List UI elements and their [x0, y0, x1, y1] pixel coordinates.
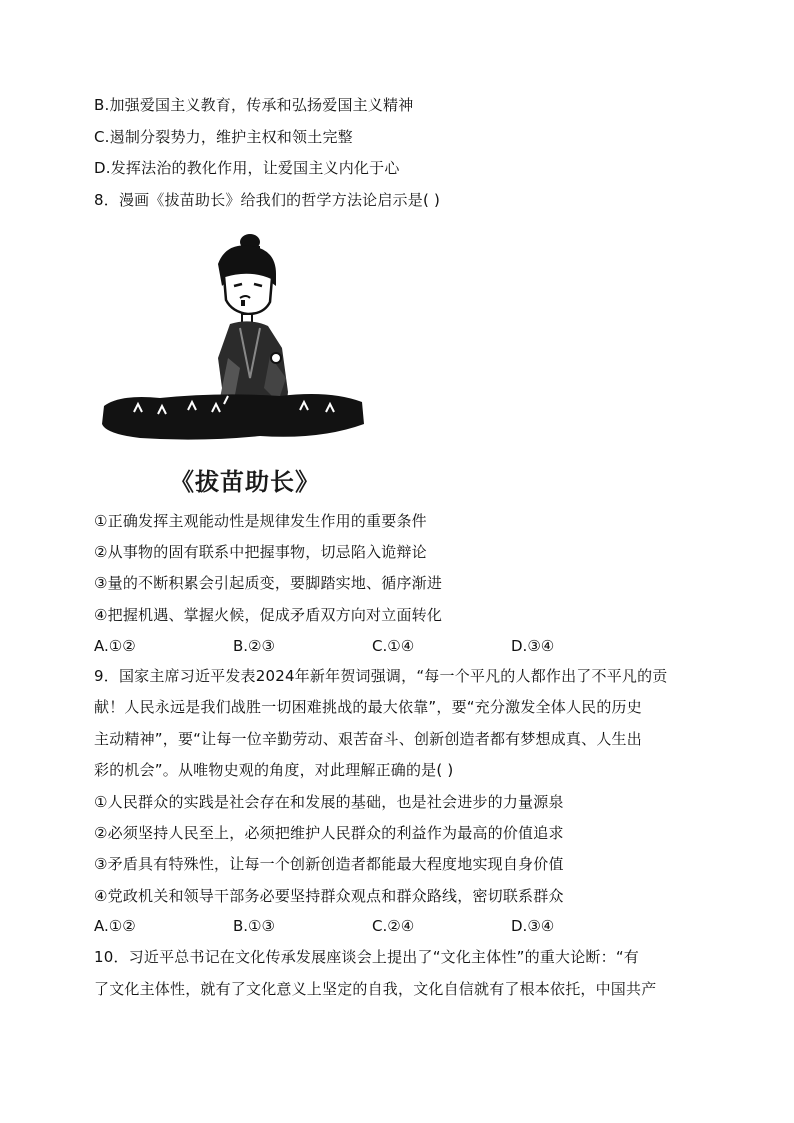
q9-option-a[interactable]: A.①②	[94, 917, 136, 935]
q9-statement-2: ②必须坚持人民至上，必须把维护人民群众的利益作为最高的价值追求	[94, 824, 564, 842]
q8-statement-2: ②从事物的固有联系中把握事物，切忌陷入诡辩论	[94, 543, 427, 561]
q8-option-c[interactable]: C.①④	[372, 637, 415, 655]
q9-statement-3: ③矛盾具有特殊性，让每一个创新创造者都能最大程度地实现自身价值	[94, 855, 564, 873]
q8-statement-3: ③量的不断积累会引起质变，要脚踏实地、循序渐进	[94, 574, 443, 592]
q8-statement-1: ①正确发挥主观能动性是规律发生作用的重要条件	[94, 512, 427, 530]
q8-statement-4: ④把握机遇、掌握火候，促成矛盾双方向对立面转化	[94, 606, 443, 624]
q9-stem-line-2: 献！人民永远是我们战胜一切困难挑战的最大依靠”，要“充分激发全体人民的历史	[94, 698, 642, 716]
q10-stem-line-1: 10．习近平总书记在文化传承发展座谈会上提出了“文化主体性”的重大论断：“有	[94, 948, 640, 966]
cartoon-illustration	[100, 228, 370, 498]
prev-option-d: D.发挥法治的教化作用，让爱国主义内化于心	[94, 159, 400, 177]
q9-stem-line-1: 9．国家主席习近平发表2024年新年贺词强调，“每一个平凡的人都作出了不平凡的贡	[94, 667, 668, 685]
q9-stem-line-4: 彩的机会”。从唯物史观的角度，对此理解正确的是( )	[94, 761, 454, 779]
q9-option-d[interactable]: D.③④	[511, 917, 555, 935]
q8-stem: 8．漫画《拔苗助长》给我们的哲学方法论启示是( )	[94, 191, 441, 209]
cartoon-caption: 《拔苗助长》	[170, 467, 320, 496]
prev-option-c: C.遏制分裂势力，维护主权和领土完整	[94, 128, 353, 146]
q8-option-a[interactable]: A.①②	[94, 637, 136, 655]
q9-option-b[interactable]: B.①③	[233, 917, 275, 935]
prev-option-b: B.加强爱国主义教育，传承和弘扬爱国主义精神	[94, 96, 414, 114]
q9-option-c[interactable]: C.②④	[372, 917, 415, 935]
q8-option-b[interactable]: B.②③	[233, 637, 275, 655]
q8-option-d[interactable]: D.③④	[511, 637, 555, 655]
q10-stem-line-2: 了文化主体性，就有了文化意义上坚定的自我，文化自信就有了根本依托，中国共产	[94, 980, 657, 998]
q9-statement-1: ①人民群众的实践是社会存在和发展的基础，也是社会进步的力量源泉	[94, 793, 564, 811]
q9-statement-4: ④党政机关和领导干部务必要坚持群众观点和群众路线，密切联系群众	[94, 887, 564, 905]
q9-stem-line-3: 主动精神”，要“让每一位辛勤劳动、艰苦奋斗、创新创造者都有梦想成真、人生出	[94, 730, 642, 748]
